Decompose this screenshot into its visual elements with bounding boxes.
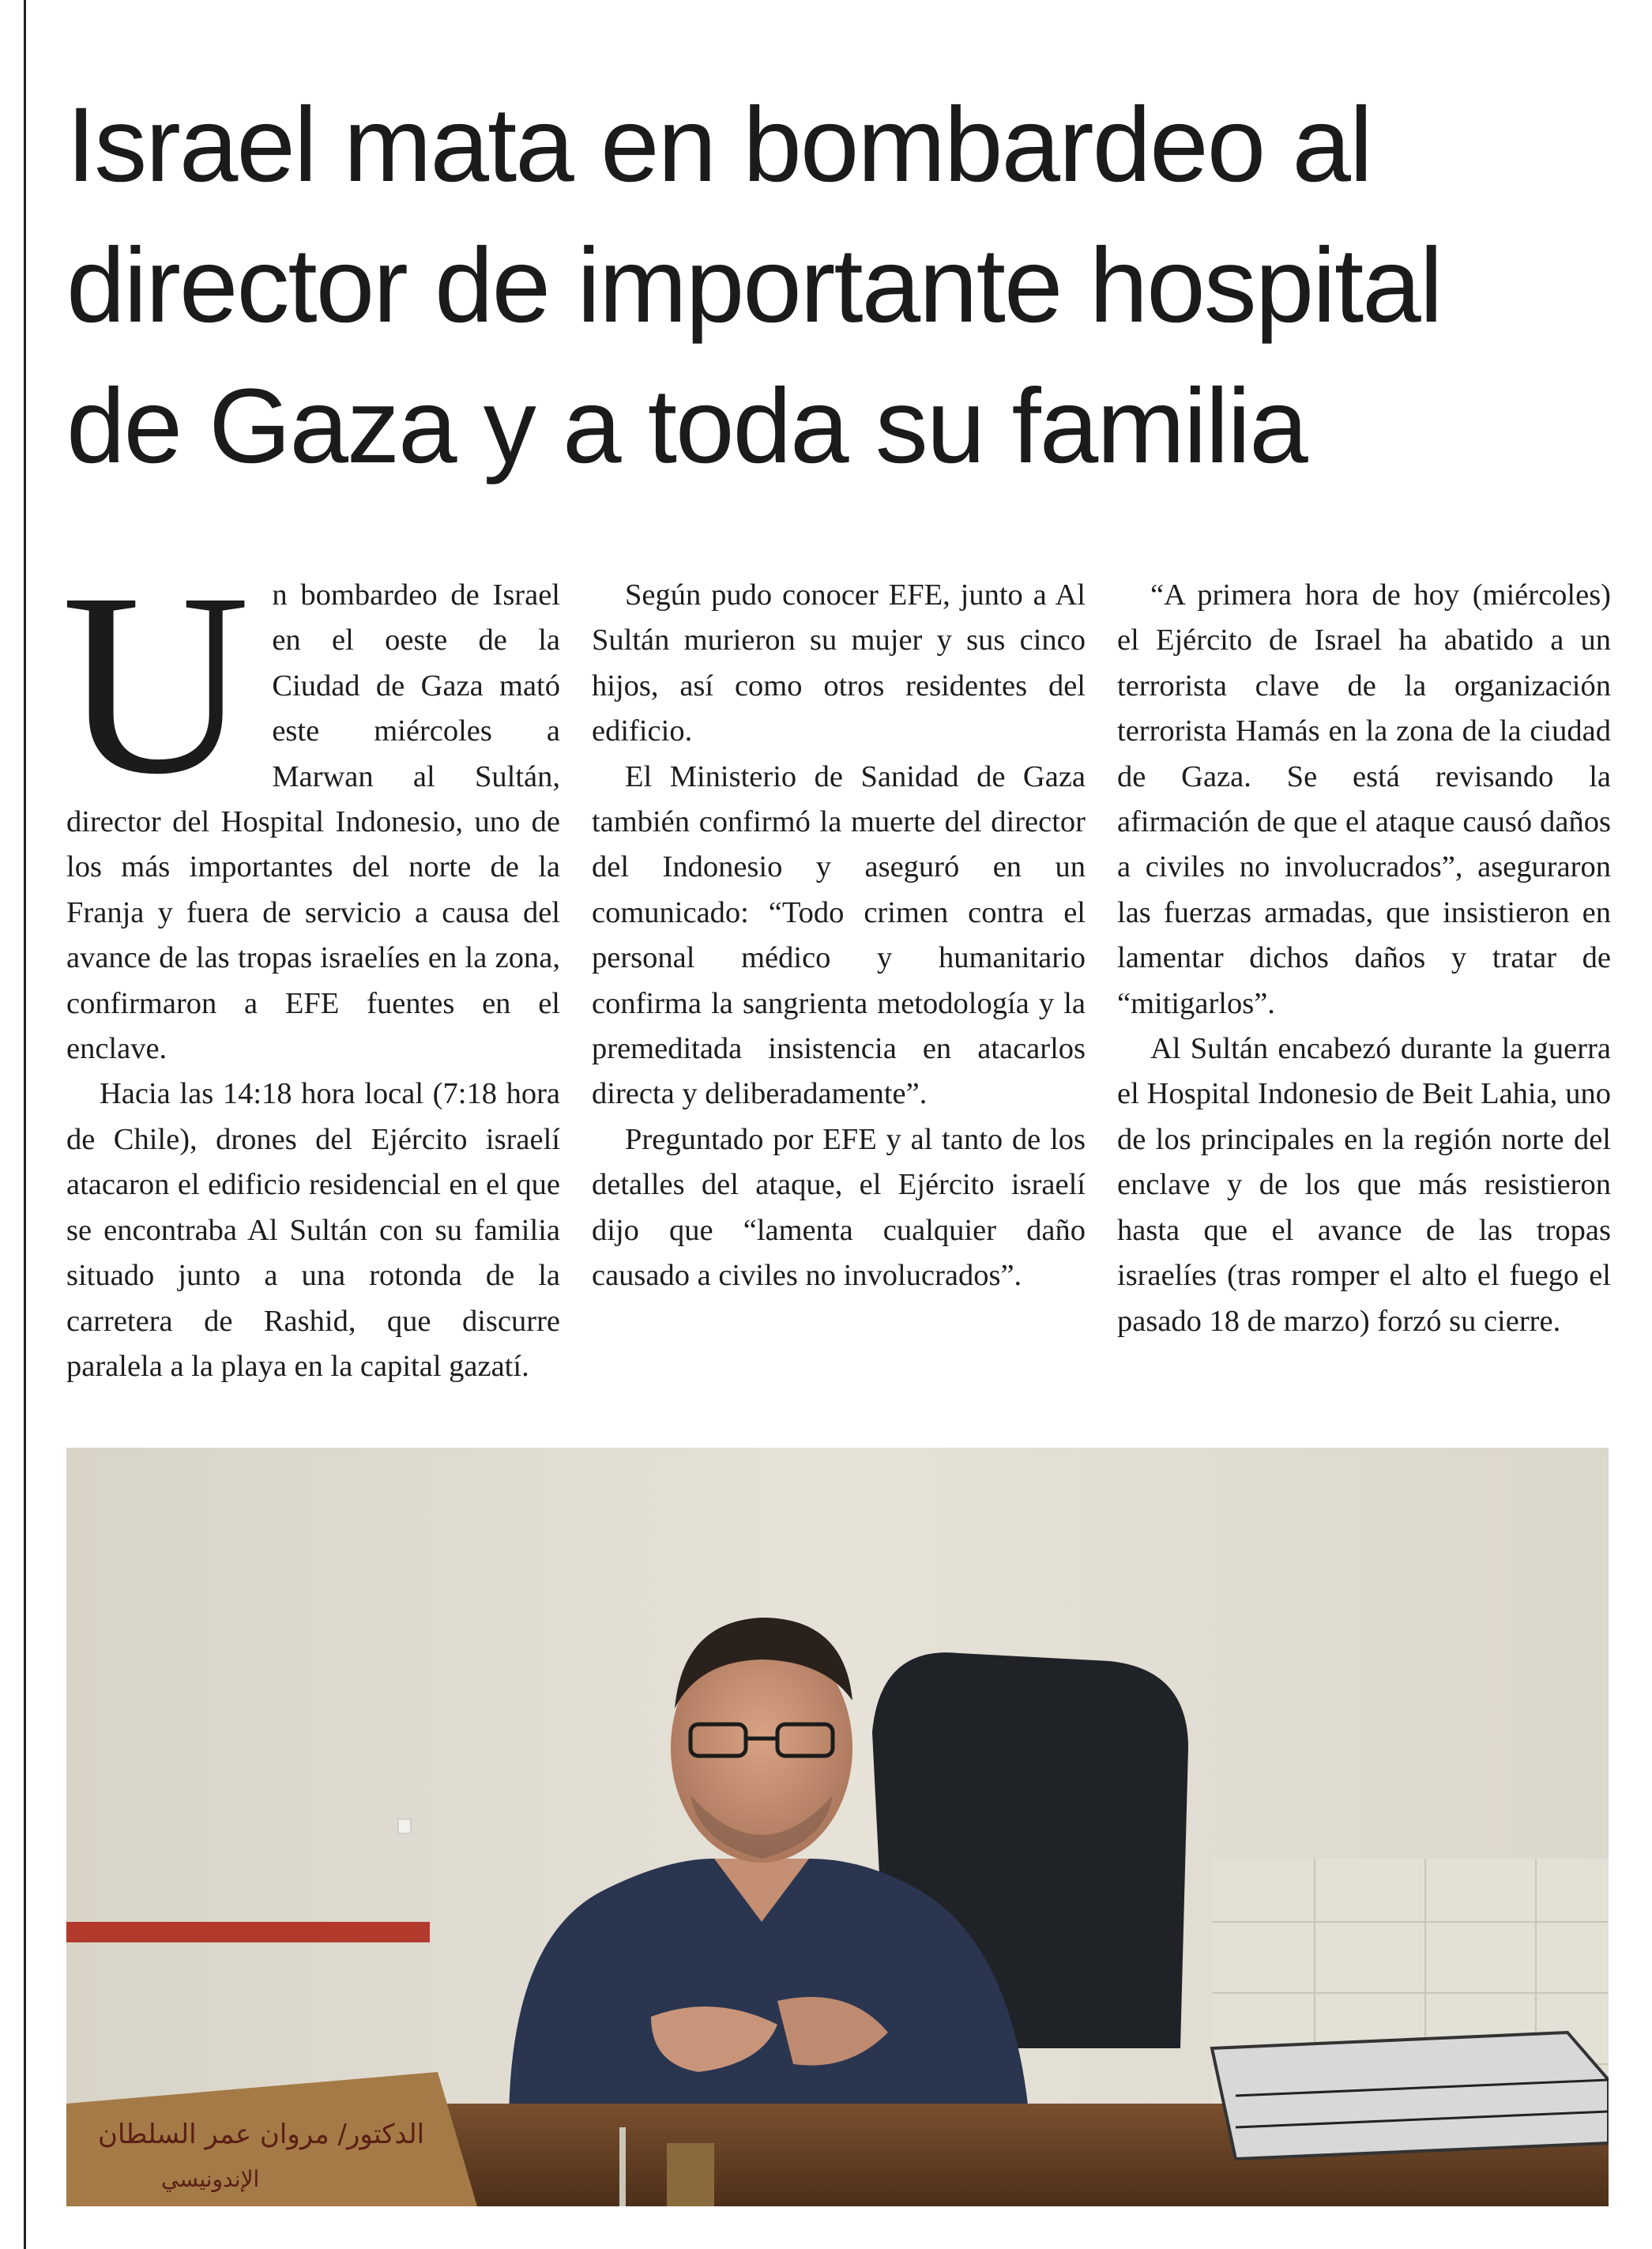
wall-socket bbox=[398, 1819, 411, 1833]
wall-stripe bbox=[66, 1922, 430, 1942]
paragraph: Preguntado por EFE y al tanto de los detalles del ataque, el Ejército israelí dijo que “lamenta cualquier daño causado a civiles no involucrados”. bbox=[592, 1122, 1086, 1293]
headline-line: director de importante hospital bbox=[66, 227, 1442, 345]
pen bbox=[619, 2127, 626, 2206]
paragraph: Al Sultán encabezó durante la guerra el Hospital Indonesio de Beit Lahia, uno de los principales en la región norte del enclave y de los que más resistieron hasta que el avance de las tropas israelíes (tras romper el alto el fuego el pasado 18 de marzo) forzó su cierre. bbox=[1117, 1032, 1611, 1338]
paragraph: “A primera hora de hoy (miércoles) el Ejército de Israel ha abatido a un terrorista clave de la organización terrorista Hamás en la zona de la ciudad de Gaza. Se está revisando la afirmación de que el ataque causó daños a civiles no involucrados”, aseguraron las fuerzas armadas, que insistieron en lamentar dichos daños y tratar de “mitigarlos”. bbox=[1117, 578, 1611, 1020]
paragraph: El Ministerio de Sanidad de Gaza también confirmó la muerte del director del Indonesio y aseguró en un comunicado: “Todo crimen contra el personal médico y humanitario confirma la sangrienta metodología y la premeditada insistencia en atacarlos directa y deliberadamente”. bbox=[592, 759, 1086, 1111]
article-column-3 bbox=[1117, 573, 1611, 1379]
nameplate-text-2: الإندونيسي bbox=[161, 2166, 260, 2192]
desk-object bbox=[667, 2143, 714, 2206]
article-column-1 bbox=[62, 540, 560, 1383]
headline bbox=[66, 75, 1615, 497]
paper-tray bbox=[1212, 2032, 1609, 2159]
paragraph: Hacia las 14:18 hora local (7:18 hora de Chile), drones del Ejército israelí atacaron el edificio residencial en el que se encontraba Al Sultán con su familia situado junto a una rotonda de la carretera de Rashid, que discurre paralela a la playa en la capital gazatí. bbox=[66, 1077, 560, 1383]
column-rule bbox=[24, 0, 26, 2249]
paragraph bbox=[62, 540, 560, 1072]
headline-line: de Gaza y a toda su familia bbox=[66, 367, 1307, 485]
paragraph-text: n bombardeo de Israel en el oeste de la Ciudad de Gaza mató este miércoles a Marwan al Sultán, director del Hospital Indonesio, uno de los más importantes del norte de la Franja y fuera de servicio a causa del avance de las tropas israelíes en la zona, confirmaron a EFE fuentes en el enclave. bbox=[66, 578, 560, 1066]
paragraph: Según pudo conocer EFE, junto a Al Sultán murieron su mujer y sus cinco hijos, así como otros residentes del edificio. bbox=[592, 578, 1086, 748]
article-column-2 bbox=[592, 573, 1086, 1379]
photo-illustration bbox=[66, 1448, 1609, 2206]
drop-cap: U bbox=[62, 540, 250, 828]
article-photo bbox=[66, 1448, 1609, 2206]
article-body bbox=[62, 540, 1611, 1383]
nameplate-text: الدكتور/ مروان عمر السلطان bbox=[98, 2119, 425, 2150]
headline-line: Israel mata en bombardeo al bbox=[66, 86, 1372, 204]
